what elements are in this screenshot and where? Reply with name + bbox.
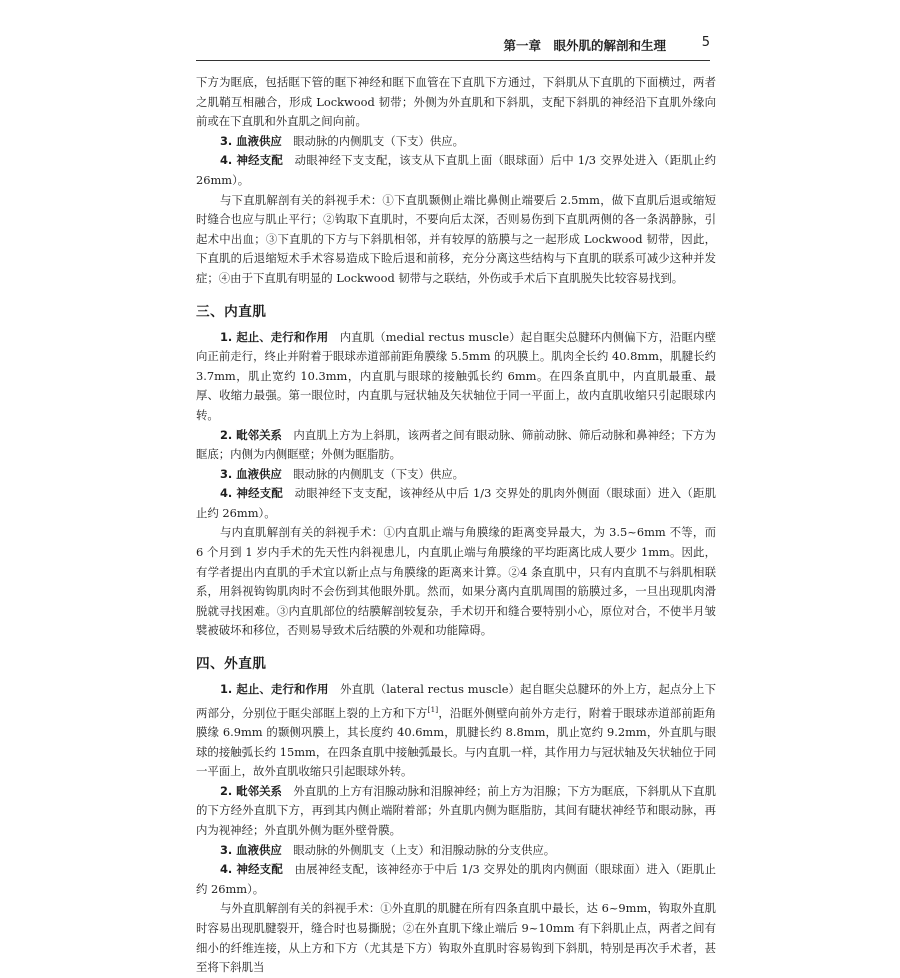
lateral-neighbors bbox=[196, 782, 716, 841]
section-heading-lateral-rectus: 四、外直肌 bbox=[196, 656, 267, 673]
item-label: 3. 血液供应 bbox=[220, 133, 282, 148]
item-text: 眼动脉的外侧肌支（上支）和泪腺动脉的分支供应。 bbox=[293, 842, 556, 857]
medial-nerve-supply bbox=[196, 484, 716, 523]
medial-origin-course bbox=[196, 328, 716, 426]
inferior-rectus-neighbors-continuation: 下方为眶底，包括眶下管的眶下神经和眶下血管在下直肌下方通过，下斜肌从下直肌的下面横过，两者之肌鞘互相融合，形成 Lockwood 韧带；外侧为外直肌和下斜肌，支配下斜肌的神经沿下直肌外缘向前或在下直肌和外直肌之间向前。 bbox=[196, 75, 716, 129]
inferior-surgery-notes: 与下直肌解剖有关的斜视手术：①下直肌颞侧止端比鼻侧止端要后 2.5mm，做下直肌后退或缩短时缝合也应与肌止平行；②钩取下直肌时，不要向后太深，否则易伤到下直肌两侧的各一条涡静脉，引起术中出血；③下直肌的下方与下斜肌相邻，并有较厚的筋膜与之一起形成 Lockwood 韧带，因此，下直肌的后退缩短术手术容易造成下睑后退和前移，充分分离这些结构与下直肌的联系可减少这种并发症；④由于下直肌有明显的 Lockwood 韧带与之联结，外伤或手术后下直肌脱失比较容易找到。 bbox=[196, 192, 716, 285]
item-text: 动眼神经下支支配，该支从下直肌上面（眼球面）后中 1/3 交界处进入（距肌止约 26mm）。 bbox=[196, 153, 716, 187]
lateral-origin-course bbox=[196, 680, 716, 782]
running-header bbox=[196, 30, 710, 61]
medial-neighbors bbox=[196, 426, 716, 465]
item-text: ，沿眶外侧壁向前外方走行，附着于眼球赤道部前距角膜缘 6.9mm 的颞侧巩膜上，其长度约 40.6mm，肌腱长约 8.8mm，肌止宽约 9.2mm，外直肌与眼球的接触弧长约 15mm，在四条直肌中接触弧最长。与内直肌一样，其作用力与冠状轴及矢状轴位于同一平面上，故外直肌收缩只引起眼球外转。 bbox=[196, 705, 716, 779]
item-text: 由展神经支配，该神经亦于中后 1/3 交界处的肌肉内侧面（眼球面）进入（距肌止约 26mm）。 bbox=[196, 862, 716, 896]
inferior-nerve-supply bbox=[196, 151, 716, 190]
medial-blood-supply bbox=[196, 465, 716, 485]
item-text: 动眼神经下支支配，该神经从中后 1/3 交界处的肌肉外侧面（眼球面）进入（距肌止约 26mm）。 bbox=[196, 486, 716, 520]
item-text: 内直肌（medial rectus muscle）起自眶尖总腱环内侧偏下方，沿眶内壁向正前走行，终止并附着于眼球赤道部前距角膜缘 5.5mm 的巩膜上。肌肉全长约 40.8mm，肌腱长约 3.7mm，肌止宽约 10.3mm，内直肌与眼球的接触弧长约 6mm。在四条直肌中，内直肌最重、最厚、收缩力最强。第一眼位时，内直肌与冠状轴及矢状轴位于同一平面上，故内直肌收缩只引起眼球内转。 bbox=[196, 329, 716, 422]
page-body bbox=[196, 73, 716, 978]
lateral-surgery-notes: 与外直肌解剖有关的斜视手术：①外直肌的肌腱在所有四条直肌中最长，达 6~9mm，钩取外直肌时容易出现肌腱裂开，缝合时也易撕脱；②在外直肌下缘止端后 9~10mm 有下斜肌止点，两者之间有细小的纤维连接，从上方和下方（尤其是下方）钩取外直肌时容易钩到下斜肌，特别是再次手术者，甚至将下斜肌当 bbox=[196, 901, 716, 975]
item-text: 眼动脉的内侧肌支（下支）供应。 bbox=[293, 133, 465, 148]
inferior-blood-supply bbox=[196, 132, 716, 152]
item-label: 4. 神经支配 bbox=[220, 486, 283, 501]
item-label: 4. 神经支配 bbox=[220, 153, 283, 168]
item-label: 2. 毗邻关系 bbox=[220, 783, 282, 798]
item-label: 1. 起止、走行和作用 bbox=[220, 329, 329, 344]
item-label: 3. 血液供应 bbox=[220, 842, 282, 857]
page-number: 5 bbox=[701, 35, 710, 50]
chapter-title: 第一章 眼外肌的解剖和生理 bbox=[503, 38, 666, 53]
lateral-nerve-supply bbox=[196, 860, 716, 899]
item-text: 外直肌的上方有泪腺动脉和泪腺神经；前上方为泪腺；下方为眶底，下斜肌从下直肌的下方经外直肌下方，再到其内侧止端附着部；外直肌内侧为眶脂肪，其间有睫状神经节和眼动脉，再内为视神经；外直肌外侧为眶外壁骨膜。 bbox=[196, 783, 716, 837]
item-label: 3. 血液供应 bbox=[220, 466, 282, 481]
lateral-blood-supply bbox=[196, 841, 716, 861]
item-text: 眼动脉的内侧肌支（下支）供应。 bbox=[293, 466, 465, 481]
medial-surgery-notes: 与内直肌解剖有关的斜视手术：①内直肌止端与角膜缘的距离变异最大，为 3.5~6mm 不等，而 6 个月到 1 岁内手术的先天性内斜视患儿，内直肌止端与角膜缘的平均距离比成人要少 1mm。因此，有学者提出内直肌的手术宜以新止点与角膜缘的距离来计算。②4 条直肌中，只有内直肌不与斜肌相联系，用斜视钩钩肌肉时不会伤到其他眼外肌。然而，如果分离内直肌周围的筋膜过多，一旦出现肌肉滑脱就寻找困难。③内直肌部位的结膜解剖较复杂，手术切开和缝合要特别小心，原位对合，不使半月皱襞被破坏和移位，否则易导致术后结膜的外观和功能障碍。 bbox=[196, 525, 716, 638]
item-label: 1. 起止、走行和作用 bbox=[220, 682, 329, 697]
item-text: 外直肌（lateral rectus muscle）起自眶尖总腱环的外上方，起点分上下两部分，分别位于眶尖部眶上裂的上方和下方 bbox=[196, 682, 716, 720]
item-label: 4. 神经支配 bbox=[220, 862, 283, 877]
item-text: 内直肌上方为上斜肌，该两者之间有眼动脉、筛前动脉、筛后动脉和鼻神经；下方为眶底；内侧为内侧眶壁；外侧为眶脂肪。 bbox=[196, 427, 716, 462]
citation-ref: [1] bbox=[427, 704, 439, 714]
section-heading-medial-rectus: 三、内直肌 bbox=[196, 303, 267, 320]
item-label: 2. 毗邻关系 bbox=[220, 427, 282, 442]
